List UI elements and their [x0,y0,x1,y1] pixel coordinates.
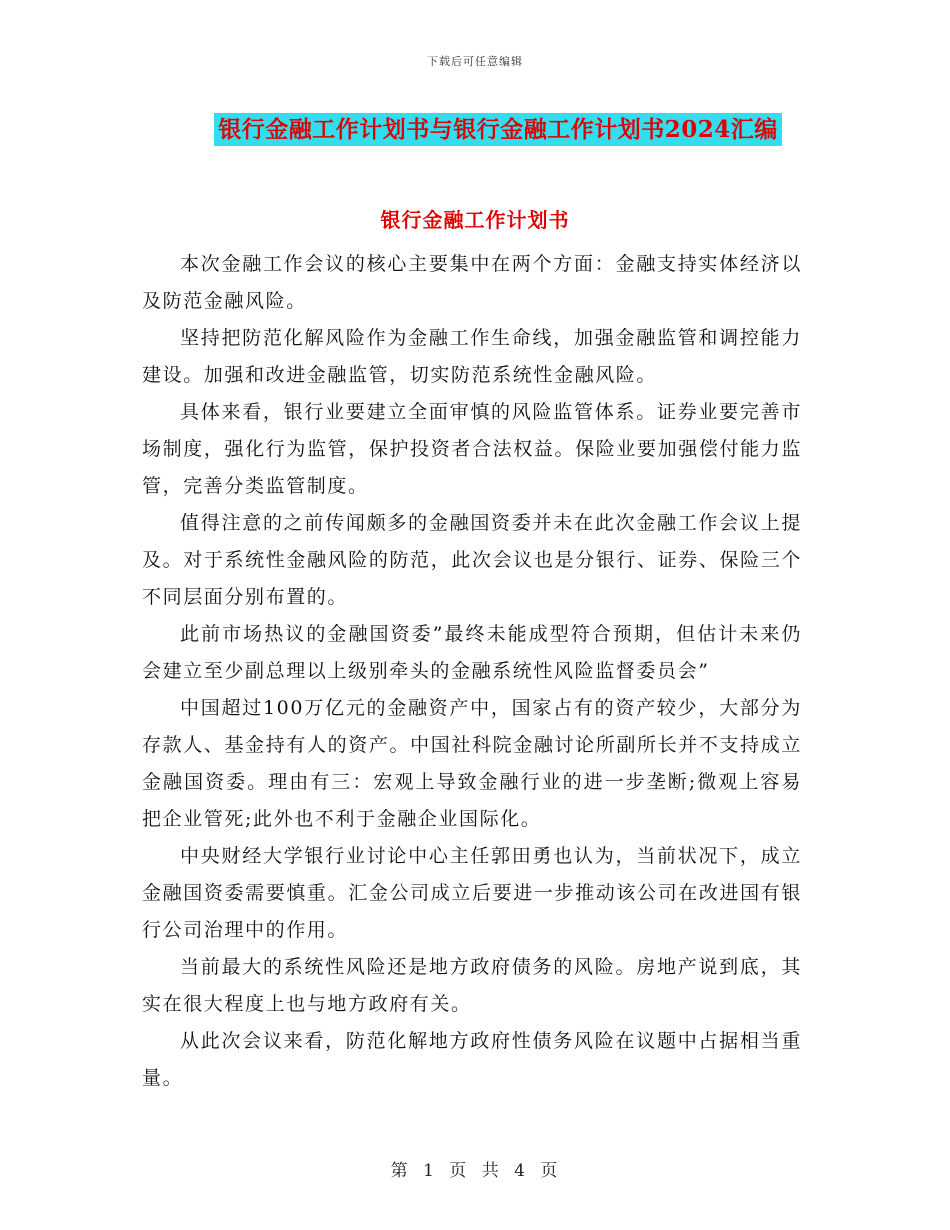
paragraph: 中央财经大学银行业讨论中心主任郭田勇也认为，当前状况下，成立金融国资委需要慎重。汇金公司成立后要进一步推动该公司在改进国有银行公司治理中的作用。 [142,845,802,941]
main-title: 银行金融工作计划书与银行金融工作计划书2024汇编 [214,113,782,146]
paragraph: 此前市场热议的金融国资委”最终未能成型符合预期，但估计未来仍会建立至少副总理以上级别牵头的金融系统性风险监督委员会” [142,623,802,682]
document-body [142,246,802,1097]
header-note: 下载后可任意编辑 [427,55,523,68]
paragraph: 值得注意的之前传闻颇多的金融国资委并未在此次金融工作会议上提及。对于系统性金融风险的防范，此次会议也是分银行、证券、保险三个不同层面分别布置的。 [142,512,802,608]
paragraph: 本次金融工作会议的核心主要集中在两个方面：金融支持实体经济以及防范金融风险。 [142,253,802,312]
paragraph: 从此次会议来看，防范化解地方政府性债务风险在议题中占据相当重量。 [142,1030,802,1089]
page-footer: 第 1 页 共 4 页 [390,1161,560,1181]
paragraph: 具体来看，银行业要建立全面审慎的风险监管体系。证券业要完善市场制度，强化行为监管，保护投资者合法权益。保险业要加强偿付能力监管，完善分类监管制度。 [142,401,802,497]
paragraph: 当前最大的系统性风险还是地方政府债务的风险。房地产说到底，其实在很大程度上也与地方政府有关。 [142,956,802,1015]
main-title-container [0,113,950,146]
paragraph: 中国超过100万亿元的金融资产中，国家占有的资产较少，大部分为存款人、基金持有人的资产。中国社科院金融讨论所副所长并不支持成立金融国资委。理由有三：宏观上导致金融行业的进一步垄断;微观上容易把企业管死;此外也不利于金融企业国际化。 [142,697,802,830]
section-title: 银行金融工作计划书 [380,208,570,232]
paragraph: 坚持把防范化解风险作为金融工作生命线，加强金融监管和调控能力建设。加强和改进金融监管，切实防范系统性金融风险。 [142,327,802,386]
